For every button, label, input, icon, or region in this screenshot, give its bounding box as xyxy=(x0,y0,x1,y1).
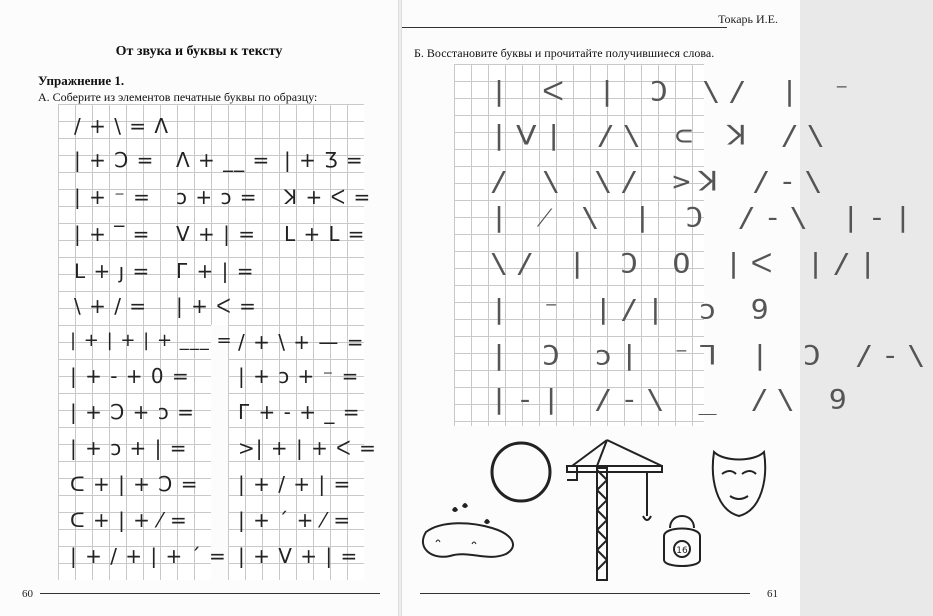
exercise-row: Г + | = xyxy=(176,259,255,283)
exercise-row: | + Ͻ = xyxy=(74,148,155,172)
word-row: | ⁄ \ | Ͻ /-\ |-| xyxy=(490,202,920,234)
exercise-row: | + | + | + ___ = xyxy=(70,330,233,351)
footer-rule xyxy=(40,593,380,594)
exercise-row: | + ɔ + ⁻ = xyxy=(238,364,360,388)
exercise-row: L + Լ = xyxy=(284,222,366,246)
kettlebell-illustration xyxy=(664,516,700,566)
exercise-row: | + Ʒ = xyxy=(284,148,364,172)
page-number: 60 xyxy=(22,588,33,600)
exercise-row: | + / + | = xyxy=(238,472,352,496)
crane-illustration xyxy=(567,440,662,580)
exercise-row: ᑕ + | + Ͻ = xyxy=(70,472,199,496)
exercise-row: ↄ + ɔ = xyxy=(176,185,258,209)
word-row: |-| /-\ _ /\ 9 xyxy=(490,384,855,416)
word-row: / \ \/ >ꓘ /-\ xyxy=(490,166,831,198)
illustrations xyxy=(402,0,800,616)
exercise-row: >| + | + ᐸ = xyxy=(238,436,377,460)
word-row: | ⁻ |/| ɔ 9 xyxy=(490,294,777,326)
exercise-row: | + ⁻ = xyxy=(74,185,151,209)
mask-illustration xyxy=(713,452,765,516)
exercise-row: | + Ͻ + ↄ = xyxy=(70,400,195,424)
right-page xyxy=(402,0,933,616)
exercise-row: | + - + 0 = xyxy=(70,364,190,388)
task-b-instruction: Б. Восстановите буквы и прочитайте получившиеся слова. xyxy=(414,46,715,60)
word-row: \/ | Ͻ O |ᐸ |/| xyxy=(490,248,885,280)
left-page xyxy=(0,0,398,616)
task-a-instruction: А. Соберите из элементов печатные буквы по образцу: xyxy=(38,90,318,104)
svg-text:16: 16 xyxy=(676,546,688,556)
word-row: | ᐸ | Ͻ \/ | ⁻ xyxy=(490,76,859,108)
exercise-row: | + / + | + ´ = xyxy=(70,544,227,568)
exercise-title: Упражнение 1. xyxy=(38,73,125,88)
exercise-row: | + Ⅴ + | = xyxy=(238,544,359,568)
exercise-row: | + ‾ = xyxy=(74,222,151,246)
exercise-row: / + \ + — = xyxy=(238,330,365,354)
exercise-row: | + ´ + ⁄ = xyxy=(238,508,352,532)
exercise-row: | + ᐸ = xyxy=(176,294,257,318)
exercise-row: \ + / = xyxy=(74,294,148,318)
header-author: Токарь И.Е. xyxy=(718,12,778,26)
puddle-illustration xyxy=(423,503,513,557)
word-row: | Ͻ ɔ| ⁻ᒣ | Ͻ /-\ xyxy=(490,340,933,372)
word-row: |Ⅴ| /\ ⊂ ꓘ /\ xyxy=(490,120,833,152)
page-title: От звука и буквы к тексту xyxy=(115,44,283,59)
exercise-row: V + | = xyxy=(176,222,257,246)
page-number: 61 xyxy=(767,588,778,600)
exercise-row: / + \ = Λ xyxy=(74,114,170,138)
exercise-row: | + ↄ + | = xyxy=(70,436,188,460)
circle-illustration xyxy=(492,443,550,501)
exercise-row: ᑕ + | + ⁄ = xyxy=(70,508,188,532)
exercise-row: Г + - + _ = xyxy=(238,400,361,424)
footer-rule xyxy=(420,593,750,594)
exercise-row: ᒪ + ȷ = xyxy=(74,259,151,283)
exercise-row: ꓘ + ᐸ = xyxy=(284,185,372,209)
exercise-row: Λ + __ = xyxy=(176,148,271,172)
